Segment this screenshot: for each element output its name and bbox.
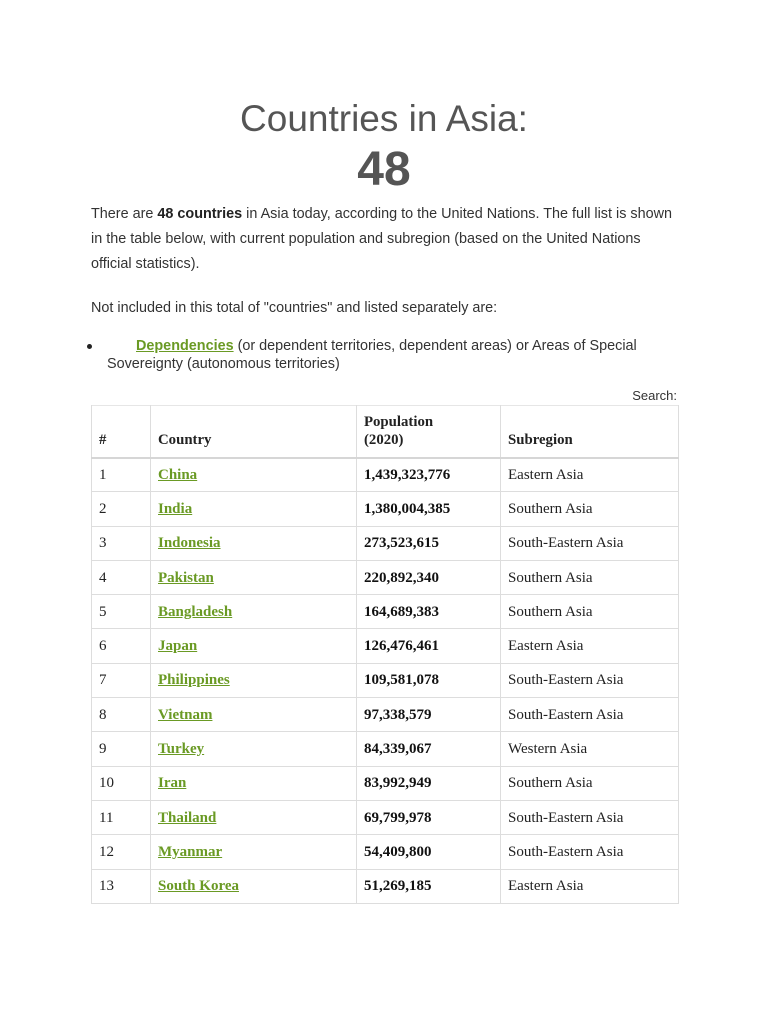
rank-cell: 8 xyxy=(92,698,151,732)
table-row xyxy=(92,458,679,492)
table-row xyxy=(92,732,679,766)
rank-cell: 6 xyxy=(92,629,151,663)
population-cell: 83,992,949 xyxy=(357,766,501,800)
subregion-cell: South-Eastern Asia xyxy=(501,663,679,697)
table-row xyxy=(92,629,679,663)
intro-emphasis: 48 countries xyxy=(157,206,243,222)
population-cell: 97,338,579 xyxy=(357,698,501,732)
table-row xyxy=(92,766,679,800)
population-cell: 54,409,800 xyxy=(357,835,501,869)
country-cell xyxy=(151,458,357,492)
rank-cell: 5 xyxy=(92,595,151,629)
page-title: Countries in Asia: xyxy=(240,98,528,139)
country-cell xyxy=(151,663,357,697)
dependencies-link[interactable]: Dependencies xyxy=(136,338,234,354)
subregion-cell: Western Asia xyxy=(501,732,679,766)
subregion-cell: Southern Asia xyxy=(501,595,679,629)
countries-table xyxy=(91,405,679,904)
col-header-population xyxy=(357,406,501,458)
subregion-cell: South-Eastern Asia xyxy=(501,835,679,869)
population-cell: 1,439,323,776 xyxy=(357,458,501,492)
population-cell: 1,380,004,385 xyxy=(357,492,501,526)
table-row xyxy=(92,698,679,732)
country-cell xyxy=(151,800,357,834)
subregion-cell: South-Eastern Asia xyxy=(501,698,679,732)
exclusions-list xyxy=(107,337,678,373)
subregion-cell: Southern Asia xyxy=(501,560,679,594)
country-link[interactable]: Indonesia xyxy=(158,535,221,552)
country-link[interactable]: Thailand xyxy=(158,809,217,826)
country-link[interactable]: Turkey xyxy=(158,741,205,758)
country-link[interactable]: China xyxy=(158,466,198,483)
population-cell: 51,269,185 xyxy=(357,869,501,903)
country-cell xyxy=(151,698,357,732)
population-cell: 126,476,461 xyxy=(357,629,501,663)
col-header-subregion: Subregion xyxy=(501,406,679,458)
search-label: Search: xyxy=(632,388,677,403)
subregion-cell: Southern Asia xyxy=(501,766,679,800)
country-link[interactable]: South Korea xyxy=(158,878,239,895)
table-row xyxy=(92,595,679,629)
rank-cell: 12 xyxy=(92,835,151,869)
country-cell xyxy=(151,766,357,800)
country-link[interactable]: Iran xyxy=(158,775,187,792)
rank-cell: 9 xyxy=(92,732,151,766)
country-cell xyxy=(151,526,357,560)
subregion-cell: South-Eastern Asia xyxy=(501,526,679,560)
population-cell: 220,892,340 xyxy=(357,560,501,594)
intro-paragraph xyxy=(91,202,681,277)
table-row xyxy=(92,560,679,594)
country-link[interactable]: Pakistan xyxy=(158,569,214,586)
subregion-cell: Eastern Asia xyxy=(501,458,679,492)
list-item-text: (or dependent territories, dependent areas) or Areas of Special Sovereignty (autonomous territories) xyxy=(107,338,637,372)
exclusions-note: Not included in this total of "countries" and listed separately are: xyxy=(91,300,498,316)
col-header-country: Country xyxy=(151,406,357,458)
rank-cell: 4 xyxy=(92,560,151,594)
country-cell xyxy=(151,629,357,663)
rank-cell: 1 xyxy=(92,458,151,492)
rank-cell: 10 xyxy=(92,766,151,800)
rank-cell: 13 xyxy=(92,869,151,903)
subregion-cell: Eastern Asia xyxy=(501,869,679,903)
country-cell xyxy=(151,732,357,766)
population-cell: 273,523,615 xyxy=(357,526,501,560)
table-row xyxy=(92,526,679,560)
intro-rest: in Asia today, according to the United Nations. The full list is shown in the table below, with current population and subregion (based on the United Nations official statistics). xyxy=(91,206,672,272)
population-cell: 84,339,067 xyxy=(357,732,501,766)
country-link[interactable]: Vietnam xyxy=(158,706,213,723)
population-cell: 164,689,383 xyxy=(357,595,501,629)
rank-cell: 7 xyxy=(92,663,151,697)
subregion-cell: Eastern Asia xyxy=(501,629,679,663)
country-link[interactable]: Bangladesh xyxy=(158,603,233,620)
rank-cell: 3 xyxy=(92,526,151,560)
table-row xyxy=(92,869,679,903)
country-link[interactable]: India xyxy=(158,500,193,517)
subregion-cell: Southern Asia xyxy=(501,492,679,526)
bullet-icon xyxy=(87,344,92,349)
rank-cell: 11 xyxy=(92,800,151,834)
table-row xyxy=(92,835,679,869)
table-row xyxy=(92,800,679,834)
subregion-cell: South-Eastern Asia xyxy=(501,800,679,834)
country-count: 48 xyxy=(357,143,411,196)
country-link[interactable]: Philippines xyxy=(158,672,230,689)
table-row xyxy=(92,492,679,526)
table-header-row xyxy=(92,406,679,458)
countries-table-body xyxy=(92,458,679,904)
country-link[interactable]: Myanmar xyxy=(158,843,223,860)
population-cell: 69,799,978 xyxy=(357,800,501,834)
table-row xyxy=(92,663,679,697)
intro-lead: There are xyxy=(91,206,158,222)
country-link[interactable]: Japan xyxy=(158,638,198,655)
country-cell xyxy=(151,835,357,869)
col-header-population-label: Population (2020) xyxy=(364,413,434,448)
rank-cell: 2 xyxy=(92,492,151,526)
country-cell xyxy=(151,560,357,594)
country-cell xyxy=(151,869,357,903)
country-cell xyxy=(151,492,357,526)
population-cell: 109,581,078 xyxy=(357,663,501,697)
country-cell xyxy=(151,595,357,629)
col-header-rank: # xyxy=(92,406,151,458)
list-item xyxy=(107,337,678,373)
